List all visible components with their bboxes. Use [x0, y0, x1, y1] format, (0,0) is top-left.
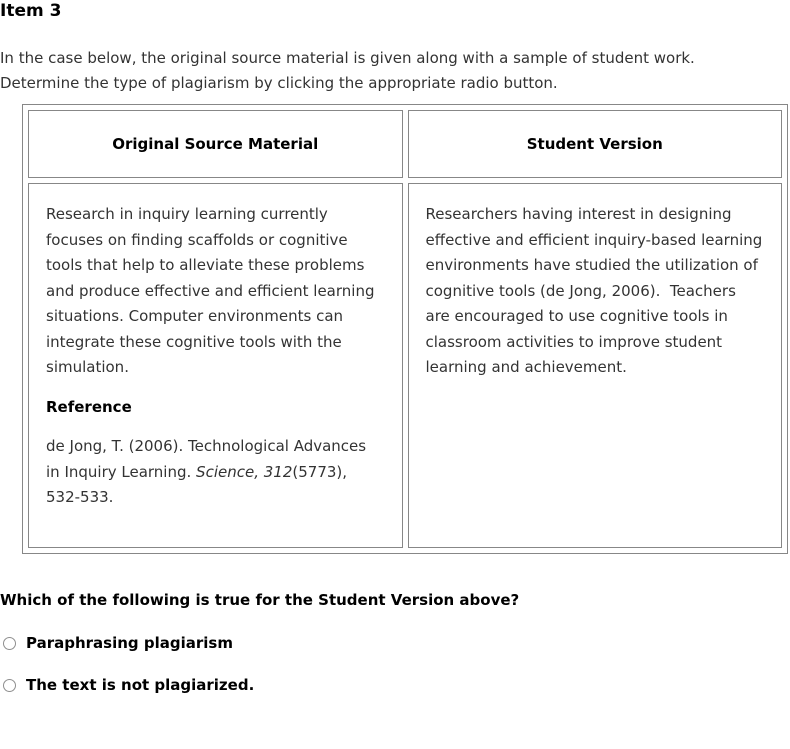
instruction-line-1: In the case below, the original source material is given along with a sample of student work.	[0, 49, 695, 67]
instructions	[0, 46, 790, 96]
item-title: Item 3	[0, 1, 62, 21]
radio-button-icon[interactable]	[3, 637, 16, 650]
reference-heading: Reference	[46, 397, 132, 416]
citation-pre: de Jong, T. (2006). Technological Advances in Inquiry Learning.	[46, 437, 367, 481]
student-version-header: Student Version	[408, 110, 783, 178]
option-not-plagiarized[interactable]	[0, 676, 790, 694]
option-label: The text is not plagiarized.	[26, 676, 255, 694]
option-paraphrasing-plagiarism[interactable]	[0, 634, 790, 652]
comparison-table-header-row	[28, 110, 782, 178]
comparison-table	[22, 104, 788, 554]
original-source-cell	[28, 183, 403, 548]
citation-pages: (5773), 532-533.	[46, 462, 348, 506]
citation-journal-volume: Science, 312	[196, 462, 293, 481]
instruction-line-2: Determine the type of plagiarism by clicking the appropriate radio button.	[0, 74, 558, 92]
original-source-paragraph: Research in inquiry learning currently focuses on finding scaffolds or cognitive tools that help to alleviate these problems and produce effective and efficient learning situations. Computer environments can integrate these cognitive tools with the simulation.	[46, 205, 375, 376]
radio-button-icon[interactable]	[3, 679, 16, 692]
student-version-paragraph: Researchers having interest in designing effective and efficient inquiry-based learning environments have studied the utilization of cognitive tools (de Jong, 2006). Teachers are encouraged to use cognitive tools in classroom activities to improve student learning and achievement.	[425, 205, 768, 376]
option-label: Paraphrasing plagiarism	[26, 634, 233, 652]
comparison-table-body-row	[28, 183, 782, 548]
original-source-header: Original Source Material	[28, 110, 403, 178]
reference-citation	[46, 434, 385, 511]
question-prompt: Which of the following is true for the Student Version above?	[0, 591, 520, 609]
student-version-cell	[408, 183, 783, 548]
